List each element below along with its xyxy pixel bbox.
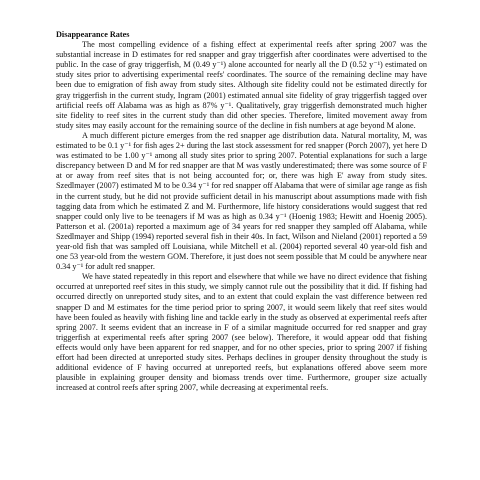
- paragraph-2: A much different picture emerges from the red snapper age distribution data. Natural mortality, M, was estimated to be 0.1 y⁻¹ for fish ages 2+ during the last stock assessment for red snapper (Porch 2007), yet here D was estimated to be 1.00 y⁻¹ among all study sites prior to spring 2007. Potential explanations for such a large discrepancy between D and M for red snapper are that M was vastly underestimated; there was some source of F at or away from reef sites that is not being accounted for; or, there was high E' away from study sites. Szedlmayer (2007) estimated M to be 0.34 y⁻¹ for red snapper off Alabama that were of similar age range as fish in the current study, but he did not provide sufficient detail in his manuscript about assumptions made with fish tagging data from which he estimated Z and M. Furthermore, life history considerations would suggest that red snapper could only live to be teenagers if M was as high as 0.34 y⁻¹ (Hoenig 1983; Hewitt and Hoenig 2005). Patterson et al. (2001a) reported a maximum age of 34 years for red snapper they sampled off Alabama, while Szedlmayer and Shipp (1994) reported several fish in their 40s. In fact, Wilson and Nieland (2001) reported a 59 year-old fish that was sampled off Louisiana, while Mitchell et al. (2004) reported several 40 year-old fish and one 53 year-old from the western GOM. Therefore, it just does not seem possible that M could be anywhere near 0.34 y⁻¹ for adult red snapper.: [56, 130, 427, 272]
- paragraph-3: We have stated repeatedly in this report and elsewhere that while we have no direct evidence that fishing occurred at unreported reef sites in this study, we simply cannot rule out the possibility that it did. If fishing had occurred directly on unreported study sites, and to an extent that could explain the vast difference between red snapper D and M estimates for the time period prior to spring 2007, it would seem likely that reef sites would have been fouled as heavily with fishing line and tackle early in the study as observed at experimental reefs after spring 2007. It seems evident that an increase in F of a similar magnitude occurred for red snapper and gray triggerfish at experimental reefs after spring 2007 (see below). Therefore, it would appear odd that fishing effects would only have been apparent for red snapper, and for no other species, prior to spring 2007 if fishing effort had been directed at unreported study sites. Perhaps declines in grouper density throughout the study is additional evidence of F having occurred at unreported reefs, but explanations offered above seem more plausible in explaining grouper density and biomass trends over time. Furthermore, grouper size actually increased at control reefs after spring 2007, while decreasing at experimental reefs.: [56, 272, 427, 393]
- section-heading: Disappearance Rates: [56, 30, 130, 39]
- document-page: [56, 30, 427, 393]
- paragraph-1: The most compelling evidence of a fishing effect at experimental reefs after spring 2007 was the substantial increase in D estimates for red snapper and gray triggerfish after coordinates were advertised to the public. In the case of gray triggerfish, M (0.49 y⁻¹) alone accounted for nearly all the D (0.52 y⁻¹) estimated on study sites prior to advertising experimental reefs' coordinates. The source of the remaining decline may have been due to emigration of fish away from study sites. Although site fidelity could not be estimated directly for gray triggerfish in the current study, Ingram (2001) estimated annual site fidelity of gray triggerfish tagged over artificial reefs off Alabama was as high as 87% y⁻¹. Qualitatively, gray triggerfish demonstrated much higher site fidelity to reef sites in the current study than did other species. Therefore, limited movement away from study sites may easily account for the remaining source of the decline in fish numbers at age beyond M alone.: [56, 40, 427, 130]
